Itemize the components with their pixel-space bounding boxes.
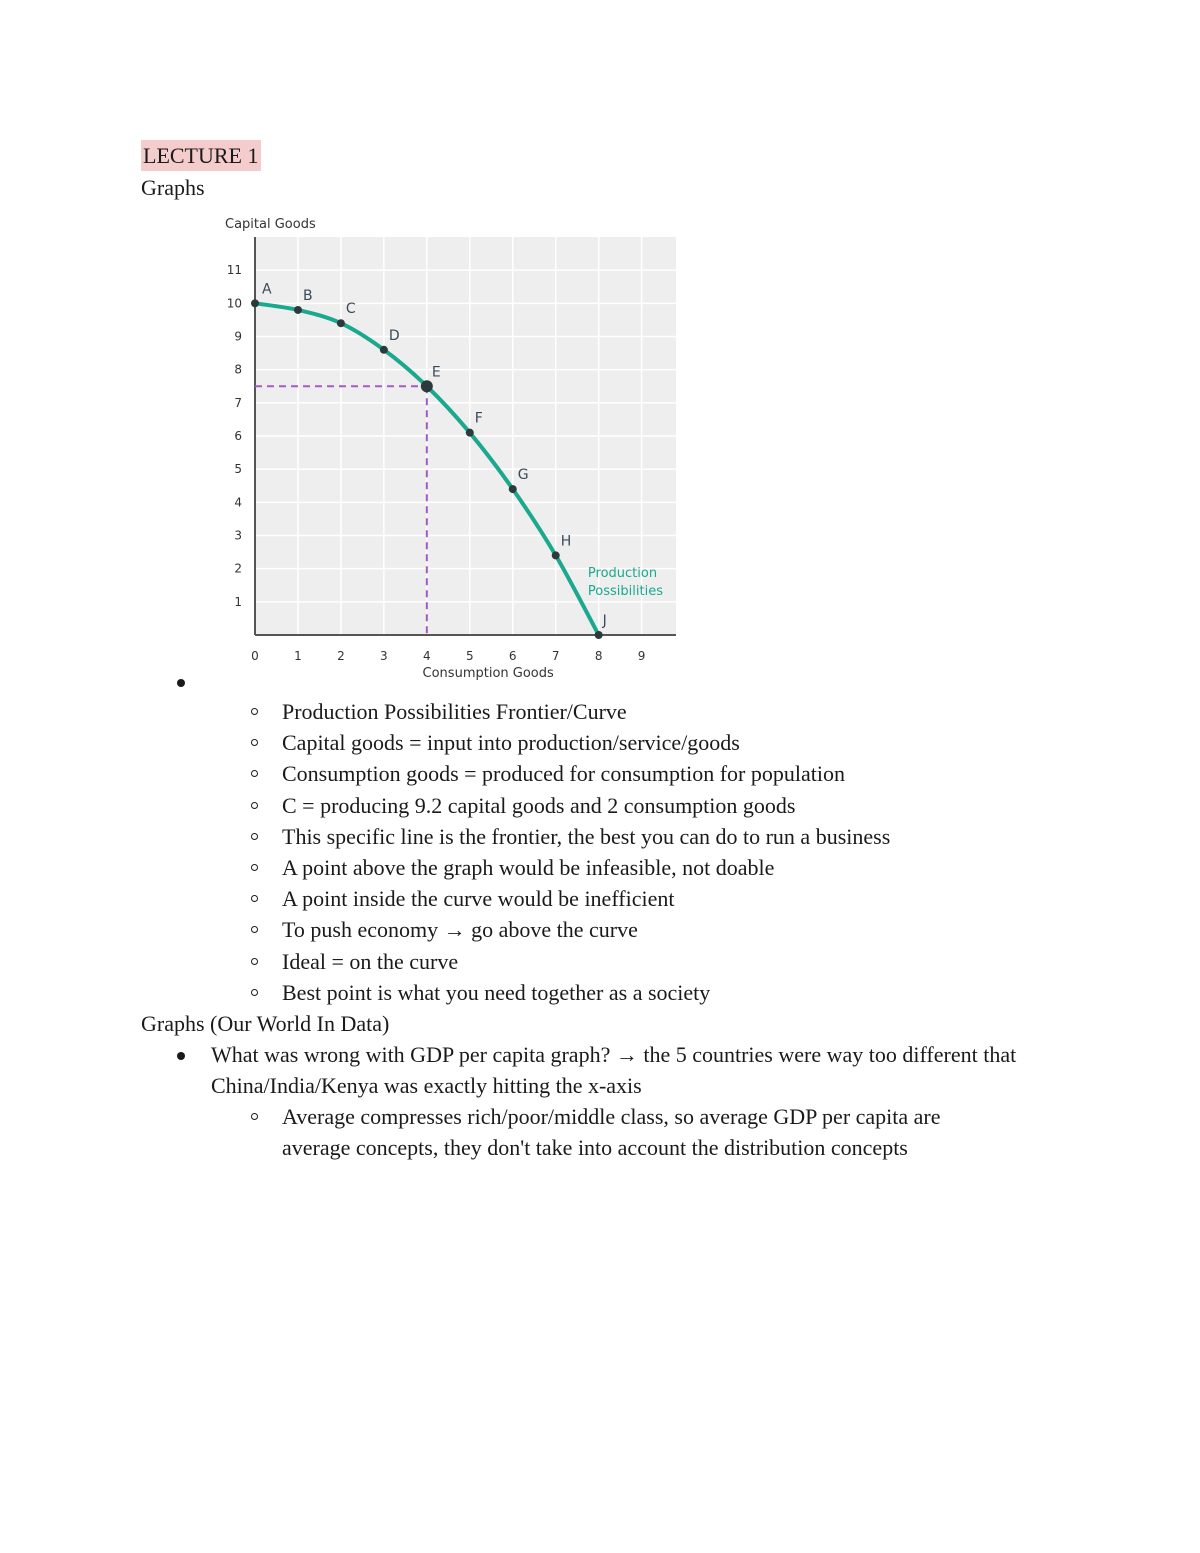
ppf-note-item: Capital goods = input into production/service/goods [282,730,740,756]
x-tick-label: 3 [380,649,388,663]
curve-label-line2: Possibilities [587,584,663,600]
y-tick-label: 10 [226,296,242,311]
sub-bullet-circle [251,864,258,871]
x-tick-label: 6 [508,649,517,663]
sub-bullet-circle [251,739,258,746]
y-tick-label: 9 [234,329,242,344]
y-tick-label: 5 [234,462,242,477]
ppf-point-h [552,551,560,559]
ppf-point-label: D [388,327,400,344]
x-tick-label: 5 [465,649,474,663]
ppf-point-label: H [560,533,572,550]
curve-label-line1: Production [587,565,658,581]
lecture-title: LECTURE 1 [141,140,261,171]
ppf-point-e [421,380,433,392]
x-tick-label: 0 [251,649,259,663]
y-tick-label: 3 [234,528,242,543]
heading-graphs: Graphs [141,175,205,200]
ppf-note-item: Ideal = on the curve [282,948,459,974]
ppf-point-g [509,485,517,493]
sub-bullet-circle [251,770,258,777]
sub-bullet-circle [251,1113,258,1120]
ppf-point-label: F [474,410,483,427]
ppf-point-label: B [302,287,313,304]
sub-bullet-circle [251,833,258,840]
ppf-note-item: A point above the graph would be infeasible, not doable [282,855,775,880]
y-tick-label: 4 [234,495,242,510]
ppf-note-item: C = producing 9.2 capital goods and 2 consumption goods [282,792,796,818]
x-tick-label: 4 [423,649,431,663]
x-tick-label: 1 [294,649,302,663]
sub-bullet-circle [251,708,258,715]
x-tick-label: 9 [637,649,646,663]
y-tick-label: 2 [234,561,242,576]
owid-sub-text: Average compresses rich/poor/middle class, so average GDP per capita are average concepts, they don't take into account the distribution concepts [282,1104,941,1160]
owid-bullet-text: What was wrong with GDP per capita graph? → the 5 countries were way too different that China/India/Kenya was exactly hitting the x-axis [211,1042,1017,1098]
ppf-point-b [294,306,302,314]
y-tick-label: 8 [234,362,242,377]
ppf-point-label: C [345,301,356,318]
sub-bullet-circle [251,895,258,902]
ppf-point-c [337,319,345,327]
x-tick-label: 7 [551,649,560,663]
ppf-point-f [466,429,474,437]
ppf-point-label: E [431,364,441,381]
ppf-chart [220,212,690,684]
sub-bullet-circle [251,989,258,996]
ppf-note-item: A point inside the curve would be inefficient [282,886,675,912]
ppf-note-item: Best point is what you need together as a society [282,979,711,1005]
bullet-dot-empty [177,679,185,687]
x-tick-label: 2 [337,649,345,663]
ppf-point-label: A [262,281,272,298]
y-tick-label: 11 [226,263,242,278]
y-tick-label: 6 [234,429,242,443]
ppf-note-item: This specific line is the frontier, the best you can do to run a business [282,823,891,849]
sub-bullet-circle [251,926,258,933]
sub-bullet-circle [251,958,258,965]
ppf-note-item: Production Possibilities Frontier/Curve [282,699,627,724]
ppf-point-label: G [517,467,529,484]
ppf-point-a [251,299,259,307]
heading-owid: Graphs (Our World In Data) [141,1011,390,1036]
y-axis-title: Capital Goods [225,217,316,232]
y-tick-label: 1 [234,594,242,609]
ppf-point-label: J [602,613,607,629]
x-tick-label: 8 [594,649,603,663]
y-tick-label: 7 [234,395,242,410]
ppf-note-item: To push economy → go above the curve [282,917,638,943]
ppf-point-j [595,631,603,639]
x-axis-title: Consumption Goods [422,666,554,681]
bullet-dot [177,1052,185,1060]
ppf-point-d [380,346,388,354]
sub-bullet-circle [251,802,258,809]
ppf-note-item: Consumption goods = produced for consumption for population [282,761,845,787]
ppf-chart-container [220,212,690,684]
